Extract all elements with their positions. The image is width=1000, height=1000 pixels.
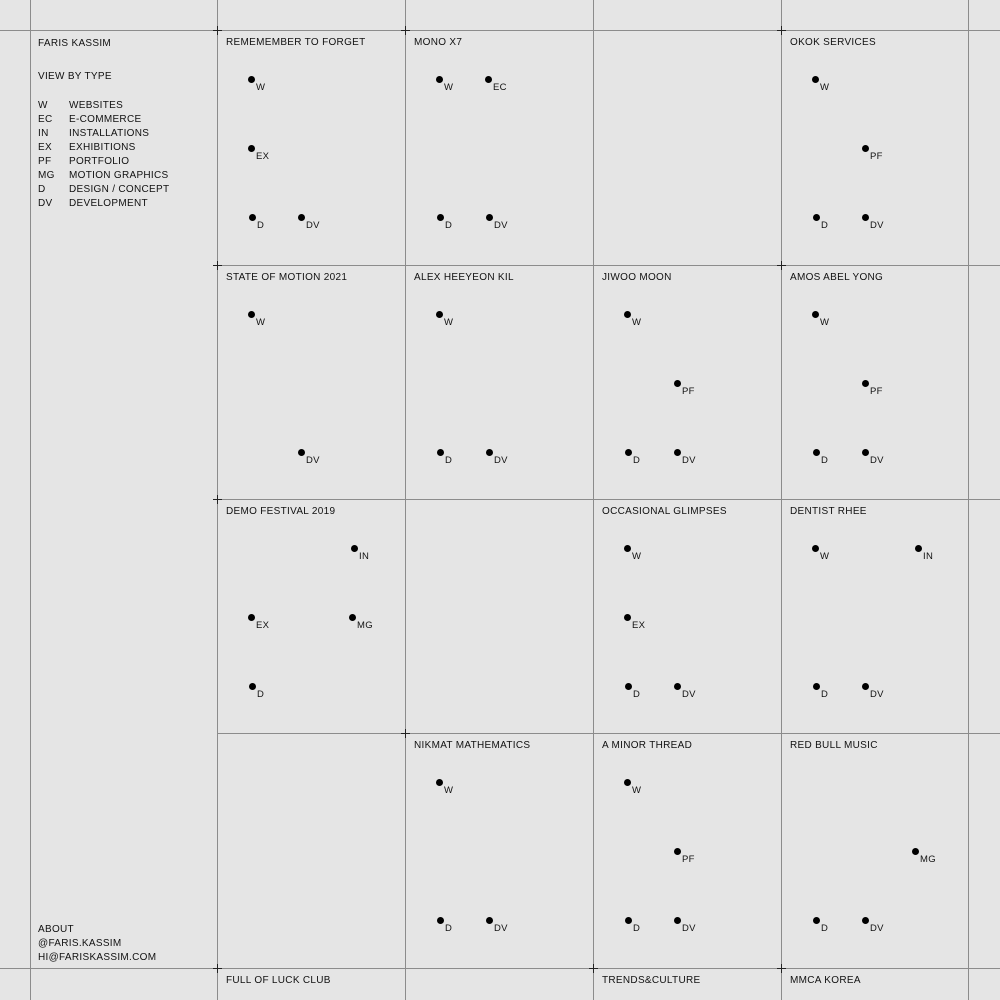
tag-label: D xyxy=(821,455,829,466)
project-card[interactable] xyxy=(781,938,968,1000)
tag-dot xyxy=(436,311,443,318)
project-title: DEMO FESTIVAL 2019 xyxy=(226,506,336,517)
legend-label: DEVELOPMENT xyxy=(69,198,148,209)
project-title: OKOK SERVICES xyxy=(790,37,876,48)
tag-dot xyxy=(624,614,631,621)
legend-code: PF xyxy=(38,156,52,167)
legend-code: IN xyxy=(38,128,49,139)
project-card[interactable] xyxy=(593,235,780,469)
tag-dot xyxy=(862,145,869,152)
tag-label: D xyxy=(633,923,641,934)
project-title: NIKMAT MATHEMATICS xyxy=(414,740,531,751)
legend-item[interactable] xyxy=(38,127,169,141)
project-title: AMOS ABEL YONG xyxy=(790,272,884,283)
tag-dot xyxy=(437,214,444,221)
tag-label: W xyxy=(256,317,266,328)
tag-label: EX xyxy=(256,151,270,162)
tag-dot xyxy=(813,917,820,924)
tag-dot xyxy=(813,214,820,221)
empty-grid-cell xyxy=(593,0,780,234)
tag-dot xyxy=(674,380,681,387)
project-card[interactable] xyxy=(405,235,592,469)
project-card[interactable] xyxy=(405,0,592,234)
tag-dot xyxy=(674,848,681,855)
project-card[interactable] xyxy=(217,469,404,703)
legend-label: PORTFOLIO xyxy=(69,156,130,167)
legend-code: MG xyxy=(38,170,55,181)
legend-item[interactable] xyxy=(38,183,169,197)
tag-label: DV xyxy=(682,689,696,700)
tag-label: D xyxy=(821,689,829,700)
tag-label: D xyxy=(257,220,265,231)
tag-label: W xyxy=(444,82,454,93)
tag-dot xyxy=(624,545,631,552)
tag-dot xyxy=(436,76,443,83)
legend-item[interactable] xyxy=(38,113,169,127)
project-title: MMCA KOREA xyxy=(790,975,861,986)
tag-dot xyxy=(485,76,492,83)
tag-label: DV xyxy=(870,923,884,934)
project-card[interactable] xyxy=(217,0,404,234)
tag-dot xyxy=(862,214,869,221)
tag-label: W xyxy=(820,82,830,93)
tag-label: EX xyxy=(256,620,270,631)
tag-dot xyxy=(436,779,443,786)
legend-code: EC xyxy=(38,114,53,125)
empty-grid-cell xyxy=(405,469,592,703)
legend-item[interactable] xyxy=(38,141,169,155)
tag-dot xyxy=(625,917,632,924)
tag-dot xyxy=(674,683,681,690)
tag-dot xyxy=(249,214,256,221)
legend-code: W xyxy=(38,100,48,111)
tag-dot xyxy=(862,380,869,387)
tag-dot xyxy=(624,779,631,786)
tag-label: W xyxy=(632,785,642,796)
tag-label: IN xyxy=(359,551,370,562)
tag-dot xyxy=(486,449,493,456)
view-by-type-heading: VIEW BY TYPE xyxy=(38,71,112,82)
project-card[interactable] xyxy=(217,235,404,469)
tag-label: W xyxy=(820,551,830,562)
tag-dot xyxy=(248,76,255,83)
tag-label: D xyxy=(445,455,453,466)
tag-dot xyxy=(862,683,869,690)
project-title: REMEMEMBER TO FORGET xyxy=(226,37,366,48)
legend-item[interactable] xyxy=(38,99,169,113)
project-title: RED BULL MUSIC xyxy=(790,740,878,751)
legend-label: EXHIBITIONS xyxy=(69,142,136,153)
tag-dot xyxy=(625,449,632,456)
project-title: OCCASIONAL GLIMPSES xyxy=(602,506,727,517)
legend-code: EX xyxy=(38,142,52,153)
tag-label: DV xyxy=(494,923,508,934)
tag-label: PF xyxy=(870,386,883,397)
tag-label: W xyxy=(256,82,266,93)
tag-label: D xyxy=(633,689,641,700)
project-title: A MINOR THREAD xyxy=(602,740,693,751)
tag-label: IN xyxy=(923,551,934,562)
tag-label: DV xyxy=(870,455,884,466)
tag-label: D xyxy=(821,220,829,231)
tag-dot xyxy=(862,917,869,924)
project-title: ALEX HEEYEON KIL xyxy=(414,272,514,283)
legend-label: WEBSITES xyxy=(69,100,124,111)
tag-dot xyxy=(249,683,256,690)
project-card[interactable] xyxy=(593,703,780,937)
grid-vline xyxy=(968,0,969,1000)
project-card[interactable] xyxy=(217,938,404,1000)
email-link[interactable]: HI@FARISKASSIM.COM xyxy=(38,952,157,963)
tag-label: D xyxy=(821,923,829,934)
tag-dot xyxy=(674,449,681,456)
tag-dot xyxy=(298,214,305,221)
tag-label: MG xyxy=(357,620,373,631)
tag-label: EX xyxy=(632,620,646,631)
tag-label: W xyxy=(444,317,454,328)
empty-grid-cell xyxy=(217,703,404,937)
tag-dot xyxy=(248,614,255,621)
tag-dot xyxy=(813,683,820,690)
project-card[interactable] xyxy=(593,938,780,1000)
tag-label: D xyxy=(257,689,265,700)
tag-dot xyxy=(486,917,493,924)
tag-label: W xyxy=(444,785,454,796)
tag-dot xyxy=(674,917,681,924)
type-legend xyxy=(38,99,169,211)
legend-item[interactable] xyxy=(38,197,169,211)
tag-label: DV xyxy=(682,455,696,466)
project-card[interactable] xyxy=(781,469,968,703)
tag-label: W xyxy=(632,317,642,328)
tag-dot xyxy=(351,545,358,552)
tag-label: D xyxy=(445,923,453,934)
project-card[interactable] xyxy=(593,469,780,703)
legend-label: INSTALLATIONS xyxy=(69,128,150,139)
tag-label: MG xyxy=(920,854,936,865)
project-title: DENTIST RHEE xyxy=(790,506,867,517)
project-card[interactable] xyxy=(405,703,592,937)
project-title: TRENDS&CULTURE xyxy=(602,975,701,986)
tag-dot xyxy=(624,311,631,318)
tag-label: DV xyxy=(682,923,696,934)
legend-label: MOTION GRAPHICS xyxy=(69,170,169,181)
legend-label: E-COMMERCE xyxy=(69,114,142,125)
tag-dot xyxy=(437,449,444,456)
tag-label: PF xyxy=(870,151,883,162)
tag-dot xyxy=(812,76,819,83)
tag-label: D xyxy=(445,220,453,231)
site-name[interactable]: FARIS KASSIM xyxy=(38,38,112,49)
tag-dot xyxy=(813,449,820,456)
legend-code: DV xyxy=(38,198,53,209)
project-card[interactable] xyxy=(781,703,968,937)
sidebar-footer xyxy=(38,923,156,965)
legend-item[interactable] xyxy=(38,169,169,183)
tag-dot xyxy=(248,145,255,152)
tag-dot xyxy=(915,545,922,552)
tag-label: DV xyxy=(870,220,884,231)
tag-dot xyxy=(349,614,356,621)
tag-dot xyxy=(812,545,819,552)
project-card[interactable] xyxy=(781,0,968,234)
project-title: JIWOO MOON xyxy=(602,272,672,283)
tag-dot xyxy=(437,917,444,924)
tag-dot xyxy=(812,311,819,318)
tag-dot xyxy=(625,683,632,690)
tag-label: PF xyxy=(682,854,695,865)
tag-label: PF xyxy=(682,386,695,397)
about-link[interactable]: ABOUT xyxy=(38,924,74,935)
project-title: MONO X7 xyxy=(414,37,463,48)
tag-label: DV xyxy=(494,455,508,466)
legend-label: DESIGN / CONCEPT xyxy=(69,184,170,195)
tag-label: DV xyxy=(494,220,508,231)
tag-dot xyxy=(248,311,255,318)
project-card[interactable] xyxy=(781,235,968,469)
sidebar xyxy=(38,0,213,1000)
project-title: FULL OF LUCK CLUB xyxy=(226,975,331,986)
tag-label: W xyxy=(632,551,642,562)
project-title: STATE OF MOTION 2021 xyxy=(226,272,348,283)
tag-label: D xyxy=(633,455,641,466)
empty-grid-cell xyxy=(405,938,592,1000)
tag-dot xyxy=(298,449,305,456)
tag-dot xyxy=(912,848,919,855)
instagram-link[interactable]: @FARIS.KASSIM xyxy=(38,938,122,949)
tag-dot xyxy=(862,449,869,456)
tag-label: DV xyxy=(306,220,320,231)
tag-dot xyxy=(486,214,493,221)
legend-code: D xyxy=(38,184,46,195)
tag-label: EC xyxy=(493,82,507,93)
tag-label: DV xyxy=(306,455,320,466)
grid-vline xyxy=(30,0,31,1000)
tag-label: W xyxy=(820,317,830,328)
legend-item[interactable] xyxy=(38,155,169,169)
tag-label: DV xyxy=(870,689,884,700)
